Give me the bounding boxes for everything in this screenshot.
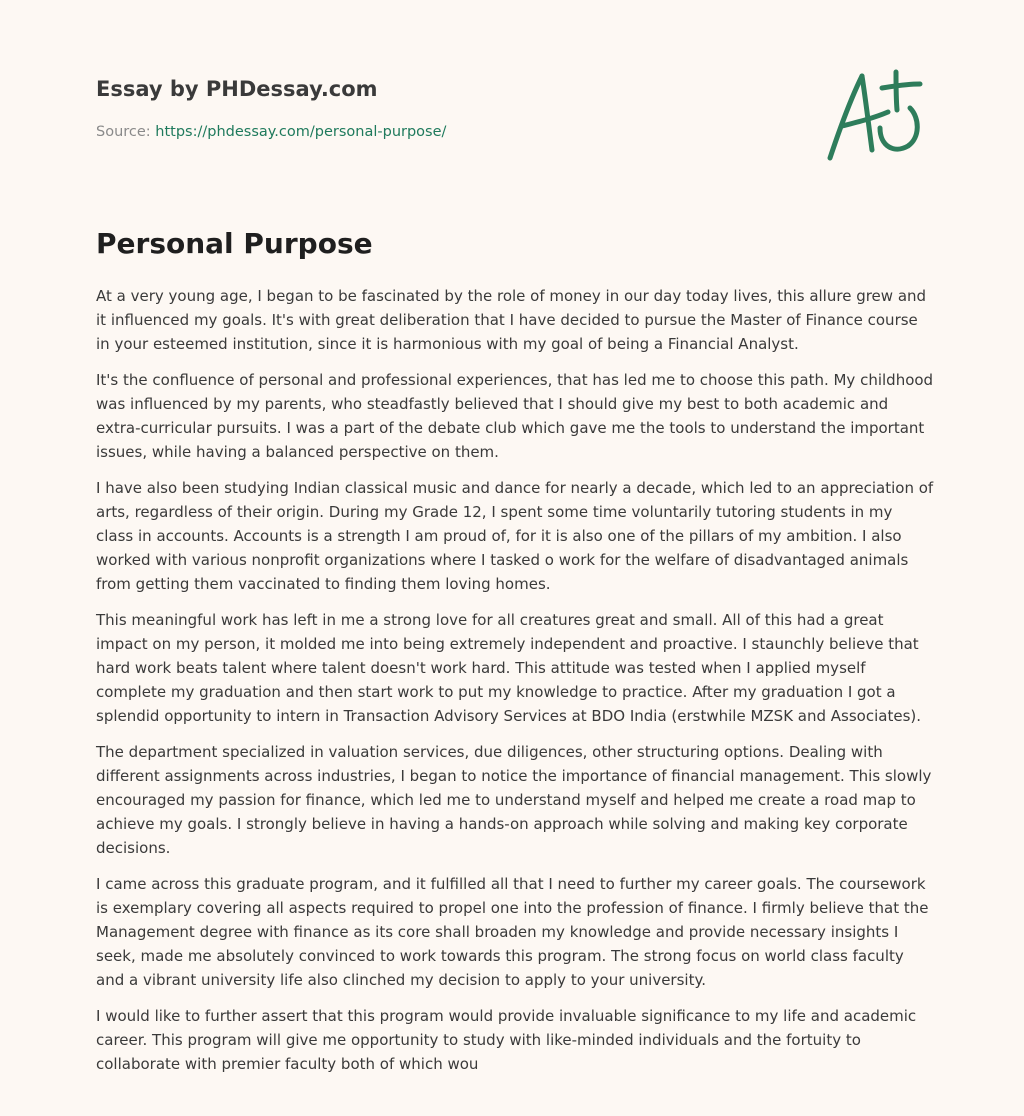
essay-paragraph: This meaningful work has left in me a strong love for all creatures great and small. All of this had a great impact on my person, it molded me into being extremely independent and proactive. I staunchly believe that hard work beats talent where talent doesn't work hard. This attitude was tested when I applied myself complete my graduation and then start work to put my knowledge to practice. After my graduation I got a splendid opportunity to intern in Transaction Advisory Services at BDO India (erstwhile MZSK and Associates). bbox=[96, 611, 922, 725]
site-title: Essay by PHDessay.com bbox=[96, 77, 378, 101]
essay-title: Personal Purpose bbox=[96, 227, 373, 260]
essay-body bbox=[96, 284, 934, 1088]
source-label: Source: bbox=[96, 124, 151, 140]
source-line bbox=[96, 122, 796, 142]
site-header bbox=[96, 74, 796, 142]
a-plus-logo-icon bbox=[822, 66, 932, 166]
essay-paragraph: It's the confluence of personal and professional experiences, that has led me to choose this path. My childhood was influenced by my parents, who steadfastly believed that I should give my best to both academic and extra-curricular pursuits. I was a part of the debate club which gave me the tools to understand the important issues, while having a balanced perspective on them. bbox=[96, 371, 934, 461]
essay-paragraph: I have also been studying Indian classical music and dance for nearly a decade, which led to an appreciation of arts, regardless of their origin. During my Grade 12, I spent some time voluntarily tutoring students in my class in accounts. Accounts is a strength I am proud of, for it is also one of the pillars of my ambition. I also worked with various nonprofit organizations where I tasked o work for the welfare of disadvantaged animals from getting them vaccinated to finding them loving homes. bbox=[96, 479, 934, 593]
essay-paragraph: I would like to further assert that this program would provide invaluable significance to my life and academic career. This program will give me opportunity to study with like-minded individuals and the fortuity to collaborate with premier faculty both of which wou bbox=[96, 1007, 917, 1073]
essay-paragraph: I came across this graduate program, and it fulfilled all that I need to further my career goals. The coursework is exemplary covering all aspects required to propel one into the profession of finance. I firmly believe that the Management degree with finance as its core shall broaden my knowledge and provide necessary insights I seek, made me absolutely convinced to work towards this program. The strong focus on world class faculty and a vibrant university life also clinched my decision to apply to your university. bbox=[96, 875, 929, 989]
a-plus-logo bbox=[822, 66, 932, 166]
essay-paragraph: At a very young age, I began to be fascinated by the role of money in our day today lives, this allure grew and it influenced my goals. It's with great deliberation that I have decided to pursue the Master of Finance course in your esteemed institution, since it is harmonious with my goal of being a Financial Analyst. bbox=[96, 287, 927, 353]
source-link[interactable]: https://phdessay.com/personal-purpose/ bbox=[155, 124, 447, 140]
essay-paragraph: The department specialized in valuation services, due diligences, other structuring options. Dealing with different assignments across industries, I began to notice the importance of financial management. This slowly encouraged my passion for finance, which led me to understand myself and helped me create a road map to achieve my goals. I strongly believe in having a hands-on approach while solving and making key corporate decisions. bbox=[96, 743, 932, 857]
